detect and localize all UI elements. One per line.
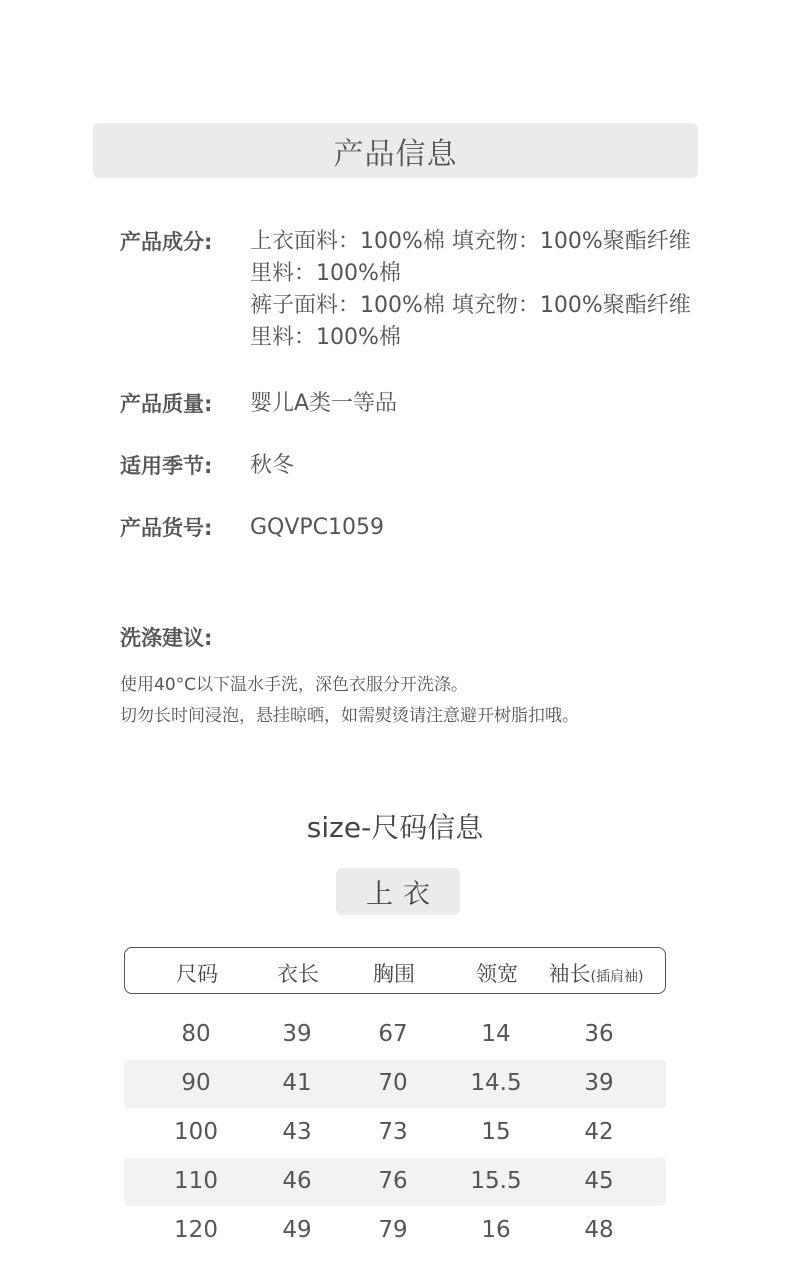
info-value-line: 上衣面料：100%棉 填充物：100%聚酯纤维 [250,229,691,254]
info-value-line: 秋冬 [250,453,295,478]
washing-instructions [120,670,579,732]
table-cell: 67 [378,1021,408,1047]
section-title: 产品信息 [333,136,458,172]
info-value-line: 里料：100%棉 [250,261,401,286]
table-cell: 46 [282,1168,312,1194]
garment-section-tag: 上衣 [336,868,460,915]
table-cell: 70 [378,1070,408,1096]
info-label: 产品货号: [120,516,213,540]
info-label: 产品成分: [120,230,213,254]
info-row-season [120,450,294,482]
info-value [250,450,294,482]
table-row [124,1011,666,1059]
column-header-sleeve [549,958,644,988]
table-cell: 79 [378,1217,408,1243]
table-cell: 42 [584,1119,614,1145]
table-cell: 49 [282,1217,312,1243]
table-cell: 48 [584,1217,614,1243]
info-label: 产品质量: [120,392,213,416]
table-cell: 39 [584,1070,614,1096]
table-cell: 80 [181,1021,211,1047]
table-cell: 76 [378,1168,408,1194]
table-cell: 43 [282,1119,312,1145]
info-row-composition [120,226,691,354]
table-cell: 14.5 [470,1070,522,1096]
info-row-item-number [120,512,384,544]
sleeve-note: (插肩袖) [590,969,644,985]
washing-line: 切勿长时间浸泡，悬挂晾晒，如需熨烫请注意避开树脂扣哦。 [120,706,579,726]
washing-line: 使用40°C以下温水手洗，深色衣服分开洗涤。 [120,675,469,695]
table-cell: 36 [584,1021,614,1047]
table-cell: 90 [181,1070,211,1096]
size-section-title: size-尺码信息 [306,811,484,844]
info-value-line: 婴儿A类一等品 [250,391,398,416]
table-row [124,1207,666,1255]
table-cell: 45 [584,1168,614,1194]
table-cell: 110 [174,1168,218,1194]
table-cell: 15.5 [470,1168,522,1194]
info-value [250,388,397,420]
table-cell: 16 [481,1217,511,1243]
table-row [124,1060,666,1108]
table-row [124,1109,666,1157]
column-header-chest: 胸围 [373,962,415,986]
sleeve-label: 袖长 [548,962,591,986]
table-cell: 73 [378,1119,408,1145]
info-value [250,512,384,544]
table-cell: 100 [174,1119,218,1145]
table-cell: 120 [174,1217,218,1243]
column-header-size: 尺码 [176,962,218,986]
section-header-product-info [93,123,698,178]
table-cell: 14 [481,1021,511,1047]
info-value-line: 裤子面料：100%棉 填充物：100%聚酯纤维 [250,293,691,318]
column-header-collar: 领宽 [476,962,518,986]
table-cell: 39 [282,1021,312,1047]
column-header-length: 衣长 [277,962,319,986]
info-value-line: 里料：100%棉 [250,325,401,350]
size-table-header [124,947,666,994]
table-cell: 41 [282,1070,312,1096]
info-label: 适用季节: [120,454,213,478]
table-row [124,1158,666,1206]
info-value [250,226,691,354]
info-row-quality [120,388,397,420]
info-value-line: GQVPC1059 [250,515,385,540]
table-cell: 15 [481,1119,511,1145]
washing-title: 洗涤建议: [120,626,213,650]
